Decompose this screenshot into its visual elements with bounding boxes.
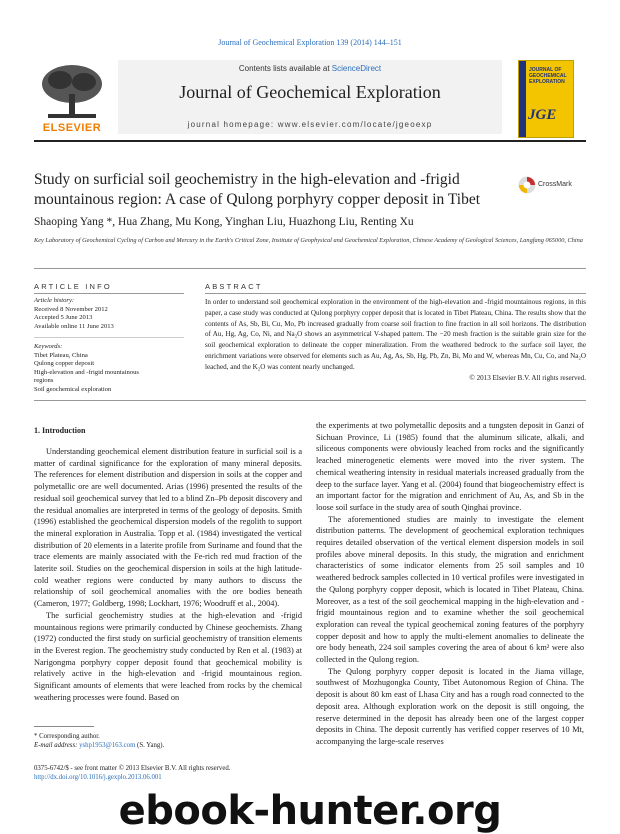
contents-line: Contents lists available at ScienceDirect (238, 64, 382, 73)
author-affiliation: Key Laboratory of Geochemical Cycling of Carbon and Mercury in the Earth's Critical Zone, Institute of Geophysical and Geochemical Exploration, Chinese Academy of Geological Sciences, Langfang 065000, China (34, 237, 583, 244)
keyword-item: Tibet Plateau, China (34, 351, 88, 359)
article-history (34, 297, 184, 331)
paragraph: Understanding geochemical element distribution feature in surficial soil is a matter of cardinal significance for the exploration of many mineral deposits. The references for element distribution and dispersion in soils at the copper and polymetallic ore are well documented. Arias (1996) presented the results of the residual soil geochemical survey that led to a blind Zn–Pb deposit discovery and the residual anomalies are interpreted in terms of the geology of deposits. Smith (1996) established the geochemical dispersion models of the regolith to support the mineral exploration in Australia. Topp et al. (1984) investigated the vertical distribution of 20 elements in a laterite profile from Suriname and found that the trace elements are mainly associated with the Fe-rich red mud fraction of the laterite soil. Studies on the geochemical dispersion in soils at the high latitude-cold weather regions were conducted by many authors to discuss the relationship of soil geochemical anomalies with the ore bodies beneath (Cameron, 1977; Goldberg, 1998; Lockhart, 1976; Woodruff et al., 2004). (34, 447, 302, 609)
abstract-heading: ABSTRACT (205, 282, 263, 291)
article-title: Study on surficial soil geochemistry in the high-elevation and -frigid mountainous region: A case of Qulong porphyry copper deposit in Tibet (34, 171, 481, 208)
article-info-heading: ARTICLE INFO (34, 282, 112, 291)
corresponding-author-note: * Corresponding author. (34, 733, 100, 740)
keyword-item: High-elevation and -frigid mountainous (34, 368, 139, 376)
info-rule (34, 268, 586, 269)
cover-abbrev: JGE (528, 107, 557, 123)
header-rule (34, 140, 586, 142)
cover-title: JOURNAL OF GEOCHEMICAL EXPLORATION (529, 67, 567, 85)
doi-link[interactable]: http://dx.doi.org/10.1016/j.gexplo.2013.06.001 (34, 774, 162, 781)
article-info-rule (34, 293, 184, 294)
journal-reference[interactable]: Journal of Geochemical Exploration 139 (2014) 144–151 (218, 38, 402, 47)
section-heading-introduction: 1. Introduction (34, 426, 86, 435)
footnote (34, 732, 164, 750)
keywords (34, 343, 184, 394)
watermark-text: ebook-hunter.org (118, 788, 502, 834)
received-date: Received 8 November 2012 (34, 305, 108, 313)
keyword-item: Qulong copper deposit (34, 360, 95, 367)
keyword-item: Soil geochemical exploration (34, 385, 112, 393)
crossmark-label: CrossMark (538, 181, 572, 188)
body-column-left (34, 446, 302, 703)
elsevier-wordmark: ELSEVIER (42, 122, 102, 134)
paragraph: The surficial geochemistry studies at the high-elevation and -frigid mountainous regions were primarily conducted by Chinese geochemists. Zhang (1972) conducted the first study on surficial geochemistry of transition elements in the Everest region. The geochemistry study conducted by Ren et al. (1983) at Narigongma porphyry copper deposit found that geochemical mobility is relatively active in the high-elevation and -frigid mountainous region. Significant amounts of elements that were leached from rocks by the chemical weathering processes were found. Based on (34, 610, 302, 702)
keyword-item: regions (34, 377, 54, 384)
author-list: Shaoping Yang *, Hua Zhang, Mu Kong, Yinghan Liu, Huazhong Liu, Renting Xu (34, 216, 414, 228)
abstract-bottom-rule (34, 400, 586, 401)
issn-line: 0375-6742/$ - see front matter © 2013 Elsevier B.V. All rights reserved. (34, 765, 231, 772)
crossmark-icon (518, 176, 536, 194)
journal-cover-thumbnail[interactable] (518, 60, 574, 138)
paragraph: the experiments at two polymetallic deposits and a tungsten deposit in Ganzi of Sichuan Province, Li (1985) found that the aluminum silicate, alkali, and siliceous components were obviously leached from rocks and the significantly leached minerogenetic elements were moved into the river system. The chemical weathering intensity in residual materials increased gradually from the deep to the surface layer. Yang et al. (2004) found that biogeochemistry effect is an important factor for the migration and enrichment of Au, As, and Sb in the loose soil surface in the study area of south Qinghai province. (316, 421, 584, 512)
abstract-rule (205, 293, 586, 294)
body-column-right (316, 420, 584, 748)
abstract-text: In order to understand soil geochemical exploration in the environment of the high-elevation and -frigid mountainous regions, in this paper, a case study was conducted at Qulong porphyry copper deposit that is located in Tibet Plateau, China. The results show that the contents of As, Sb, Bi, Cu, Mo, Pb increased gradually from coarse soil fraction to fine fraction in all soil horizons. The distribution of Au, Hg, Ag, Co, Ni, and Na₂O shows an asymmetrical V-shaped pattern. The −20 mesh fraction is the suitable grain size for the soil geochemical exploration to delineate the copper mineralization. From the weathered bedrock to the surface soil layer, the enrichment variations were observed for elements such as Au, Ag, As, Sb, Hg, Pb, Zn, Bi, Mo and W, whereas Mn, Cu, Co, and Na₂O leached, and the K₂O was content nearly unchanged. (205, 298, 586, 371)
abstract-body (205, 297, 586, 383)
paragraph: The Qulong porphyry copper deposit is located in the Jiama village, southwest of Mozhugongka County, Tibet Autonomous Region of China. The deposit is about 80 km east of Lhasa City and has a rough road connected to the deposit area. Although exploration work on the deposit is still ongoing, the reserve determined in the deposit has already been one of the largest copper deposits in China. The deposit currently has verified copper reserves of 10 Mt, accompanying the large-scale reserves (316, 666, 584, 746)
abstract-copyright: © 2013 Elsevier B.V. All rights reserved. (469, 373, 586, 382)
crossmark-badge[interactable] (518, 176, 588, 196)
cover-strip (519, 61, 526, 137)
email-label: E-mail address: (34, 742, 80, 749)
history-label: Article history: (34, 297, 75, 304)
footnote-rule (34, 726, 94, 727)
email-name: (S. Yang). (135, 742, 165, 749)
sciencedirect-link[interactable]: ScienceDirect (331, 64, 382, 73)
keywords-label: Keywords: (34, 343, 63, 350)
accepted-date: Accepted 5 June 2013 (34, 314, 93, 321)
paragraph: The aforementioned studies are mainly to investigate the element distribution patterns. The development of geochemical exploration techniques requires detailed observation of the vertical element dispersion models in soil profiles above mineral deposits. In this study, the migration and enrichment characteristics of some indicator elements from 25 soil samples and 10 weathered bedrock samples collected in 10 vertical profiles were investigated in the Qulong porphyry copper deposit, which is located in Tibet Plateau, China. Moreover, as a test of the soil geochemical mapping in the high-elevation and -frigid mountainous region and to examine whether the soil geochemical exploration can reveal the typical geochemical zoning features of the porphyry copper deposit and how to apply the multi-element anomalies to delineate the ore body beneath, 224 soil samples covering the area of about 6 km² were also collected in the Qulong region. (316, 514, 584, 665)
article-info-separator (34, 337, 184, 338)
journal-homepage[interactable]: journal homepage: www.elsevier.com/locate/jgeoexp (187, 120, 433, 129)
email-link[interactable]: yshp1953@163.com (79, 742, 136, 749)
front-matter (34, 764, 230, 782)
online-date: Available online 11 June 2013 (34, 322, 114, 330)
journal-title: Journal of Geochemical Exploration (179, 82, 441, 102)
